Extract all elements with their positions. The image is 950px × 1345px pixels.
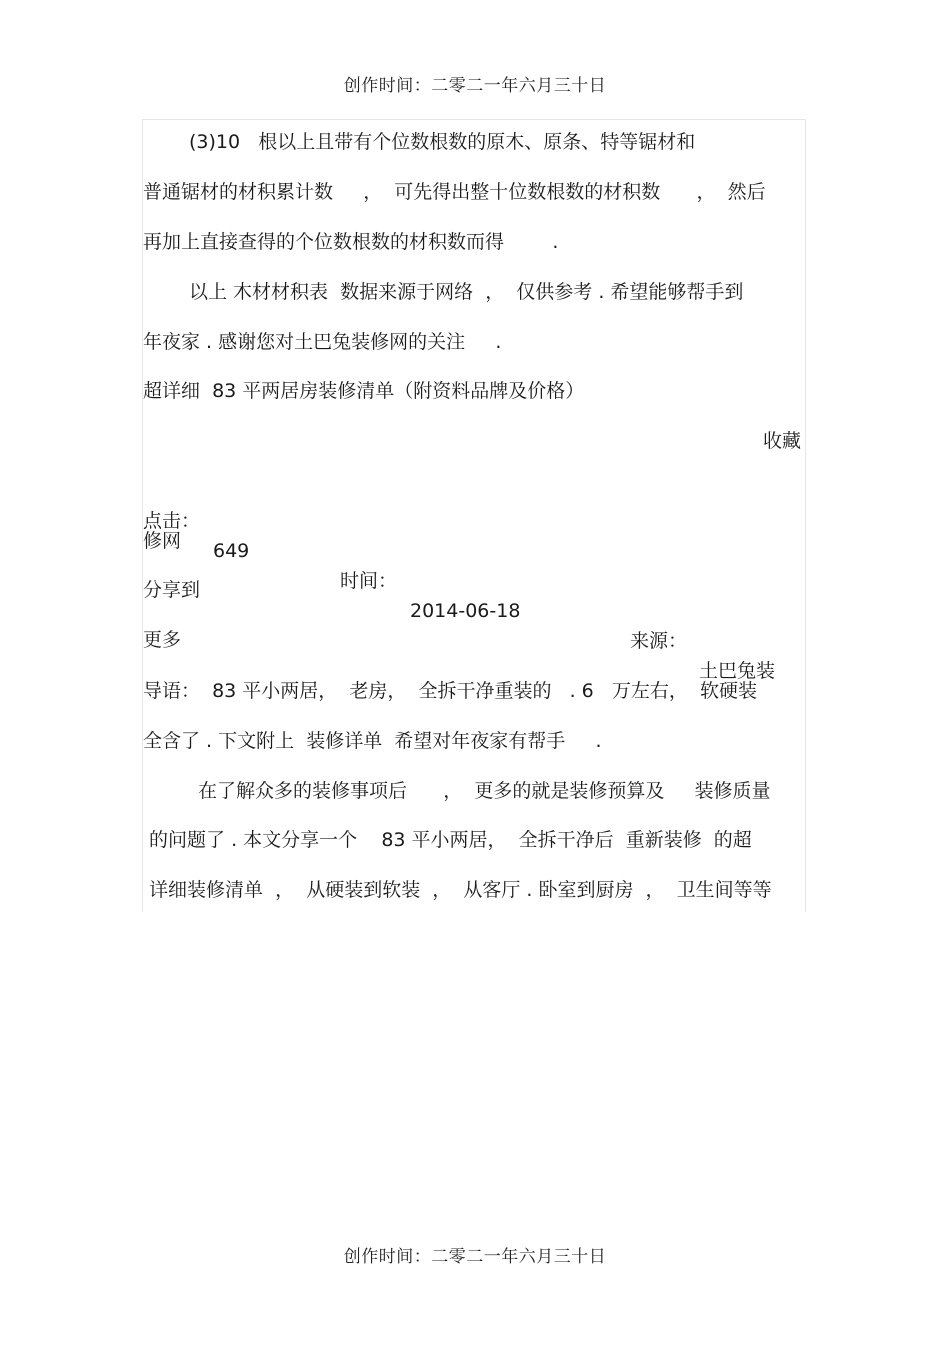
intro-line: 导语： 83 平小两居， 老房， 全拆干净重装的 . 6 万左右， 软硬装: [143, 680, 757, 702]
favorite-link[interactable]: 收藏: [762, 430, 801, 452]
page-header: 创作时间：二零二一年六月三十日: [343, 76, 607, 96]
article-title: 超详细 83 平两居房装修清单（附资料品牌及价格）: [143, 380, 585, 402]
paragraph-line: 详细装修清单 ， 从硬装到软装 ， 从客厅 . 卧室到厨房 ， 卫生间等等: [143, 879, 772, 901]
paragraph-line: (3)10 根以上且带有个位数根数的原木、原条、特等锯材和: [189, 131, 696, 153]
paragraph-line: 再加上直接查得的个位数根数的材积数而得 .: [143, 231, 559, 253]
time-value: 2014-06-18: [410, 600, 521, 622]
intro-line: 全含了 . 下文附上 装修详单 希望对年夜家有帮手 .: [143, 730, 602, 752]
paragraph-line: 的问题了 . 本文分享一个 83 平小两居， 全拆干净后 重新装修 的超: [143, 829, 752, 851]
paragraph-line: 以上 木材材积表 数据来源于网络 ， 仅供参考 . 希望能够帮手到: [189, 281, 744, 303]
source-link[interactable]: 修网: [143, 530, 182, 552]
more-link[interactable]: 更多: [143, 629, 182, 651]
source-label: 来源：: [630, 630, 688, 652]
paragraph-line: 年夜家 . 感谢您对土巴兔装修网的关注 .: [143, 331, 502, 353]
time-label: 时间：: [340, 570, 398, 592]
paragraph-line: 普通锯材的材积累计数 ， 可先得出整十位数根数的材积数 ， 然后: [143, 181, 766, 203]
clicks-label: 点击：: [143, 510, 201, 532]
paragraph-line: 在了解众多的装修事项后 ， 更多的就是装修预算及 装修质量: [198, 780, 771, 802]
share-label[interactable]: 分享到: [143, 579, 201, 601]
page-footer: 创作时间：二零二一年六月三十日: [343, 1247, 607, 1267]
article-body: [142, 119, 806, 912]
source-link[interactable]: 土巴兔装: [699, 660, 776, 682]
clicks-value: 649: [213, 540, 250, 562]
